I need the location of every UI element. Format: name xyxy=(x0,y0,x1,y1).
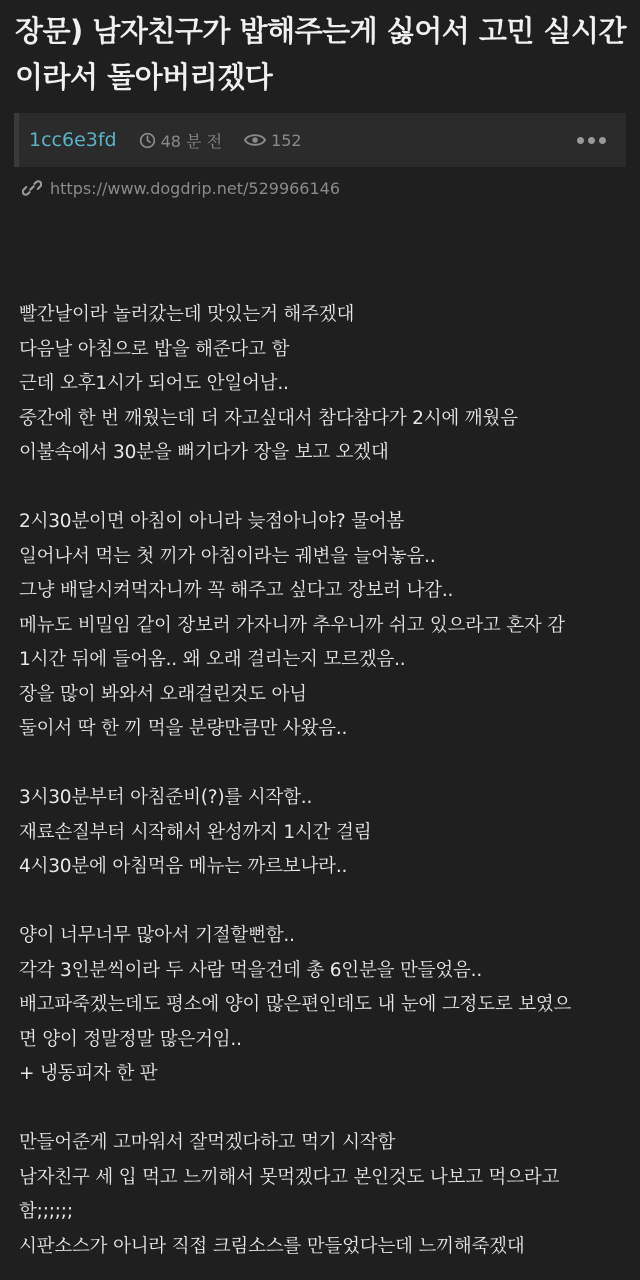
post-meta-bar xyxy=(14,113,626,167)
link-icon xyxy=(22,178,42,198)
body-paragraph-4: 양이 너무너무 많아서 기절할뻔함.. 각각 3인분씩이라 두 사람 먹을건데 총 6인분을 만들었음.. 배고파죽겠는데도 평소에 양이 많은편인데도 내 눈에 그정도로 보였으 면 양이 정말정말 많은거임.. + 냉동피자 한 판 xyxy=(19,925,572,1084)
post-views-count: 152 xyxy=(271,130,302,150)
author-name[interactable]: 1cc6e3fd xyxy=(29,129,117,151)
more-options-button[interactable] xyxy=(577,131,606,150)
body-paragraph-2: 2시30분이면 아침이 아니라 늦점아니야? 물어봄 일어나서 먹는 첫 끼가 아침이라는 궤변을 늘어놓음.. 그냥 배달시켜먹자니까 꼭 해주고 싶다고 장보러 나감.. 메뉴도 비밀임 같이 장보러 가자니까 추우니까 쉬고 있으라고 혼자 감 1시간 뒤에 들어옴.. 왜 오래 걸리는지 모르겠음.. 장을 많이 봐와서 오래걸린것도 아님 둘이서 딱 한 끼 먹을 분량만큼만 사왔음.. xyxy=(19,511,565,739)
more-icon xyxy=(577,137,584,144)
post-url-link[interactable]: https://www.dogdrip.net/529966146 xyxy=(50,178,341,198)
post-time-text: 48 분 전 xyxy=(160,131,223,151)
post-title: 장문) 남자친구가 밥해주는게 싫어서 고민 실시간 이라서 돌아버리겠다 xyxy=(15,14,627,94)
post-time xyxy=(139,129,222,152)
body-paragraph-3: 3시30분부터 아침준비(?)를 시작함.. 재료손질부터 시작해서 완성까지 1시간 걸림 4시30분에 아침먹음 메뉴는 까르보나라.. xyxy=(19,787,372,877)
clock-icon xyxy=(139,132,156,149)
body-paragraph-5: 만들어준게 고마워서 잘먹겠다하고 먹기 시작함 남자친구 세 입 먹고 느끼해서 못먹겠다고 본인것도 나보고 먹으라고 함;;;;;; 시판소스가 아니라 직접 크림소스를 만들었다는데 느끼해죽겠대 xyxy=(19,1132,560,1257)
post-body xyxy=(19,298,619,1264)
post-views xyxy=(244,131,302,150)
eye-icon xyxy=(244,132,266,148)
post-url-row xyxy=(22,178,340,198)
body-paragraph-1: 빨간날이라 놀러갔는데 맛있는거 해주겠대 다음날 아침으로 밥을 해준다고 함 근데 오후1시가 되어도 안일어남.. 중간에 한 번 깨웠는데 더 자고싶대서 참다참다가 2시에 깨웠음 이불속에서 30분을 뻐기다가 장을 보고 오겠대 xyxy=(19,304,518,463)
